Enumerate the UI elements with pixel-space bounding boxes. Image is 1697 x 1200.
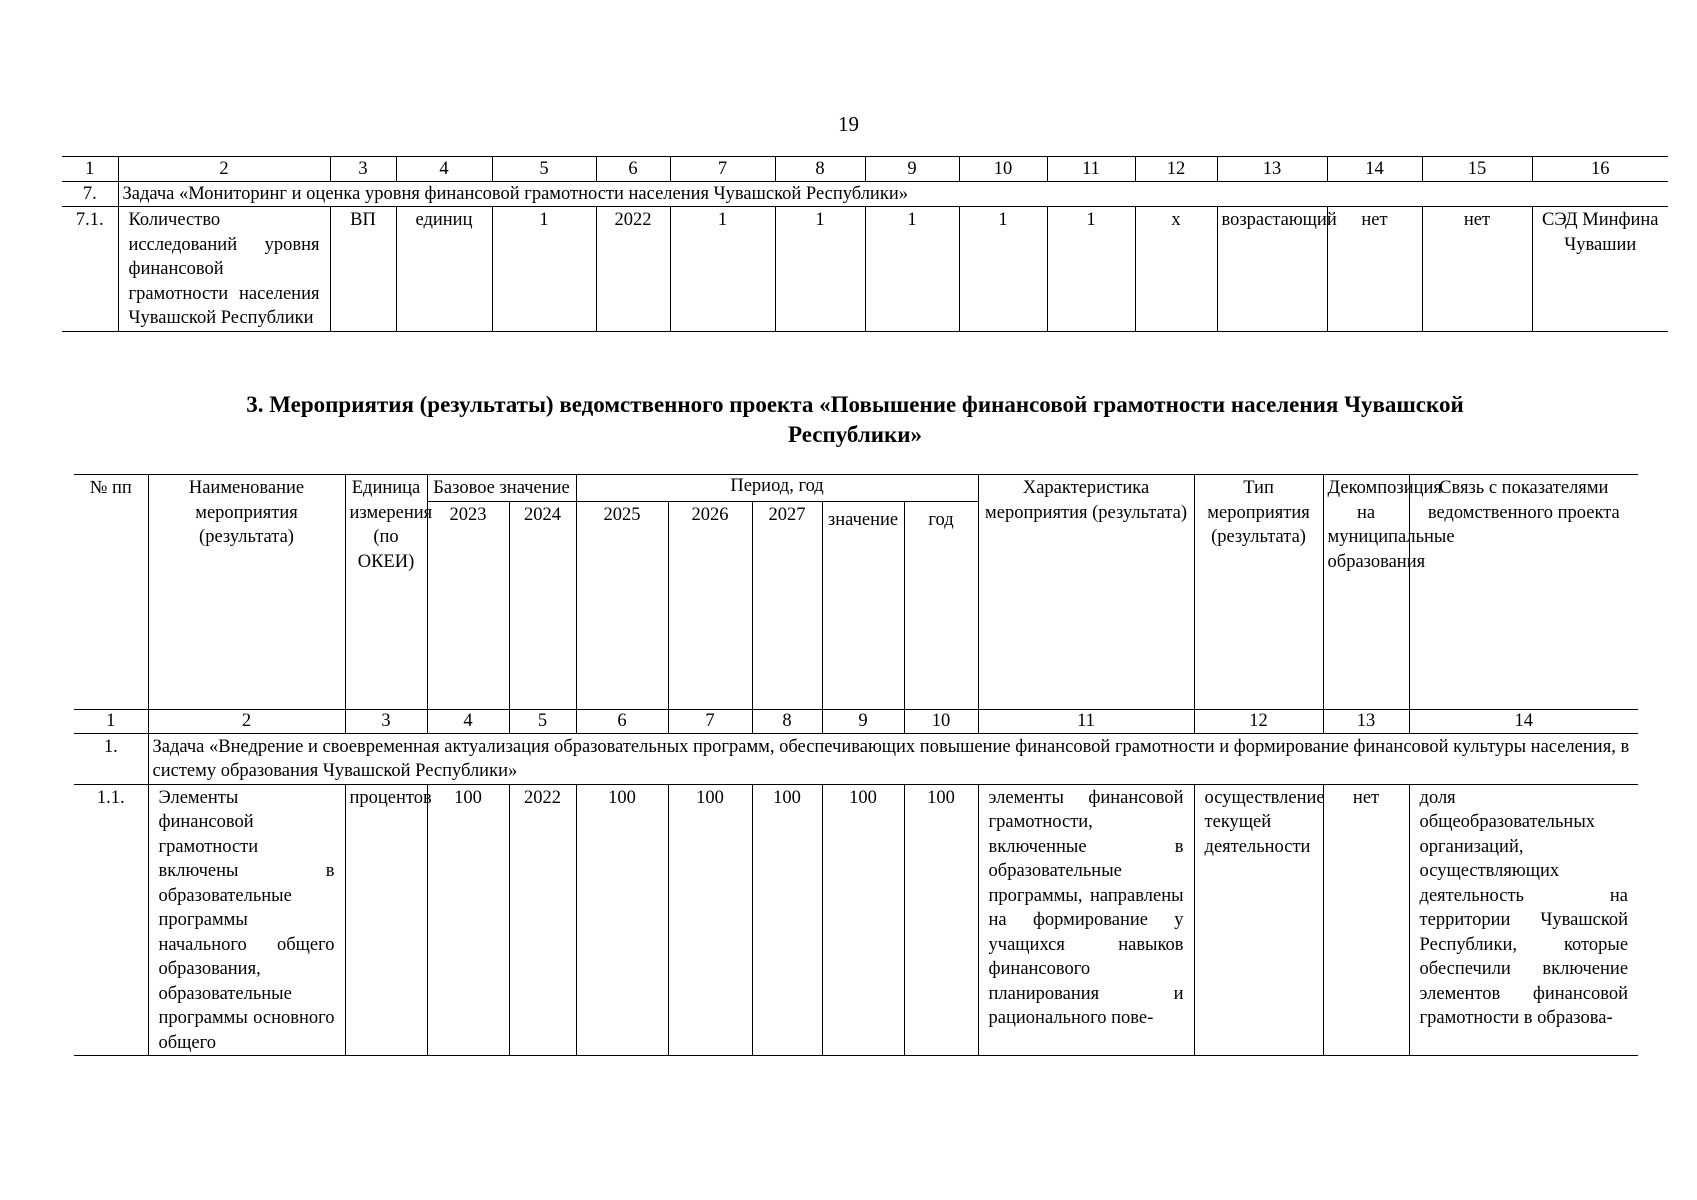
- col-number: 8: [752, 709, 822, 733]
- row-number: 7.1.: [62, 207, 118, 332]
- task-row: [62, 182, 1668, 207]
- col-number: 1: [74, 709, 148, 733]
- col-number: 10: [959, 157, 1047, 182]
- task-text: Задача «Мониторинг и оценка уровня финансовой грамотности населения Чувашской Республики»: [118, 182, 1668, 207]
- measure-decomposition: нет: [1323, 784, 1409, 1056]
- col-number: 12: [1194, 709, 1323, 733]
- value-cell: 1: [959, 207, 1047, 332]
- value-cell: 1: [670, 207, 775, 332]
- header-link: Связь с показателями ведомственного проекта: [1409, 475, 1638, 710]
- header-number: № пп: [74, 475, 148, 710]
- header-base: Базовое значение: [427, 475, 576, 502]
- page-number: 19: [838, 112, 859, 136]
- value-cell: 1: [1047, 207, 1135, 332]
- value-cell: нет: [1422, 207, 1532, 332]
- col-number: 13: [1323, 709, 1409, 733]
- trend-cell: возрастающий: [1217, 207, 1327, 332]
- task-row: [74, 733, 1638, 784]
- table-row: [74, 784, 1638, 1056]
- header-year: 2027: [752, 501, 822, 709]
- header-period: Период, год: [576, 475, 978, 502]
- header-base-value: значение: [822, 501, 904, 709]
- col-number: 10: [904, 709, 978, 733]
- value-2027: 100: [904, 784, 978, 1056]
- col-number: 16: [1532, 157, 1668, 182]
- col-number: 2: [118, 157, 330, 182]
- base-value: 1: [492, 207, 596, 332]
- header-type: Тип мероприятия (результата): [1194, 475, 1323, 710]
- header-year: 2025: [576, 501, 668, 709]
- col-number: 14: [1327, 157, 1422, 182]
- header-base-year: год: [904, 501, 978, 709]
- value-cell: 1: [775, 207, 865, 332]
- indicators-table: [62, 156, 1668, 332]
- measure-characteristic: элементы финансовой грамотности, включенные в образовательные программы, направлены на формирование у учащихся навыков финансового планирования и рационального пове-: [978, 784, 1194, 1056]
- col-number: 5: [492, 157, 596, 182]
- header-year: 2024: [509, 501, 576, 709]
- base-year: 2022: [596, 207, 670, 332]
- col-number: 9: [865, 157, 959, 182]
- base-year: 2022: [509, 784, 576, 1056]
- indicator-unit: единиц: [396, 207, 492, 332]
- value-2026: 100: [822, 784, 904, 1056]
- col-number: 11: [1047, 157, 1135, 182]
- col-number: 13: [1217, 157, 1327, 182]
- table-row: [62, 207, 1668, 332]
- indicator-name: Количество исследований уровня финансовой грамотности населения Чувашской Республики: [118, 207, 330, 332]
- value-2025: 100: [752, 784, 822, 1056]
- header-decomposition: Декомпозиция на муниципальные образования: [1323, 475, 1409, 710]
- value-cell: 1: [865, 207, 959, 332]
- col-number: 4: [427, 709, 509, 733]
- col-number: 3: [330, 157, 396, 182]
- col-number: 5: [509, 709, 576, 733]
- col-number: 1: [62, 157, 118, 182]
- col-number: 8: [775, 157, 865, 182]
- section-title: 3. Мероприятия (результаты) ведомственного проекта «Повышение финансовой грамотности населения Чувашской Республики»: [246, 392, 1464, 447]
- header-characteristic: Характеристика мероприятия (результата): [978, 475, 1194, 710]
- value-2023: 100: [576, 784, 668, 1056]
- header-unit: Единица измерения (по ОКЕИ): [345, 475, 427, 710]
- source-cell: СЭД Минфина Чувашии: [1532, 207, 1668, 332]
- table-header-row: [74, 475, 1638, 502]
- task-text: Задача «Внедрение и своевременная актуализация образовательных программ, обеспечивающих повышение финансовой грамотности и формирование финансовой культуры населения, в систему образования Чувашской Республики»: [148, 733, 1638, 784]
- col-number: 7: [668, 709, 752, 733]
- col-number: 14: [1409, 709, 1638, 733]
- header-name: Наименование мероприятия (результата): [148, 475, 345, 710]
- measure-name: Элементы финансовой грамотности включены в образовательные программы начального общего образования, образовательные программы основного общего: [148, 784, 345, 1056]
- column-numbers-row: [74, 709, 1638, 733]
- col-number: 6: [576, 709, 668, 733]
- col-number: 7: [670, 157, 775, 182]
- row-number: 1.1.: [74, 784, 148, 1056]
- col-number: 9: [822, 709, 904, 733]
- col-number: 12: [1135, 157, 1217, 182]
- measure-type: осуществление текущей деятельности: [1194, 784, 1323, 1056]
- col-number: 2: [148, 709, 345, 733]
- task-number: 7.: [62, 182, 118, 207]
- value-cell: нет: [1327, 207, 1422, 332]
- task-number: 1.: [74, 733, 148, 784]
- measure-unit: процентов: [345, 784, 427, 1056]
- column-numbers-row: [62, 157, 1668, 182]
- measure-link: доля общеобразовательных организаций, осуществляющих деятельность на территории Чувашской Республики, которые обеспечили включение элементов финансовой грамотности в образова-: [1409, 784, 1638, 1056]
- base-value: 100: [427, 784, 509, 1056]
- col-number: 3: [345, 709, 427, 733]
- header-year: 2026: [668, 501, 752, 709]
- col-number: 11: [978, 709, 1194, 733]
- value-cell: х: [1135, 207, 1217, 332]
- col-number: 6: [596, 157, 670, 182]
- header-year: 2023: [427, 501, 509, 709]
- measures-table: [74, 474, 1638, 1056]
- col-number: 4: [396, 157, 492, 182]
- indicator-level: ВП: [330, 207, 396, 332]
- value-2024: 100: [668, 784, 752, 1056]
- col-number: 15: [1422, 157, 1532, 182]
